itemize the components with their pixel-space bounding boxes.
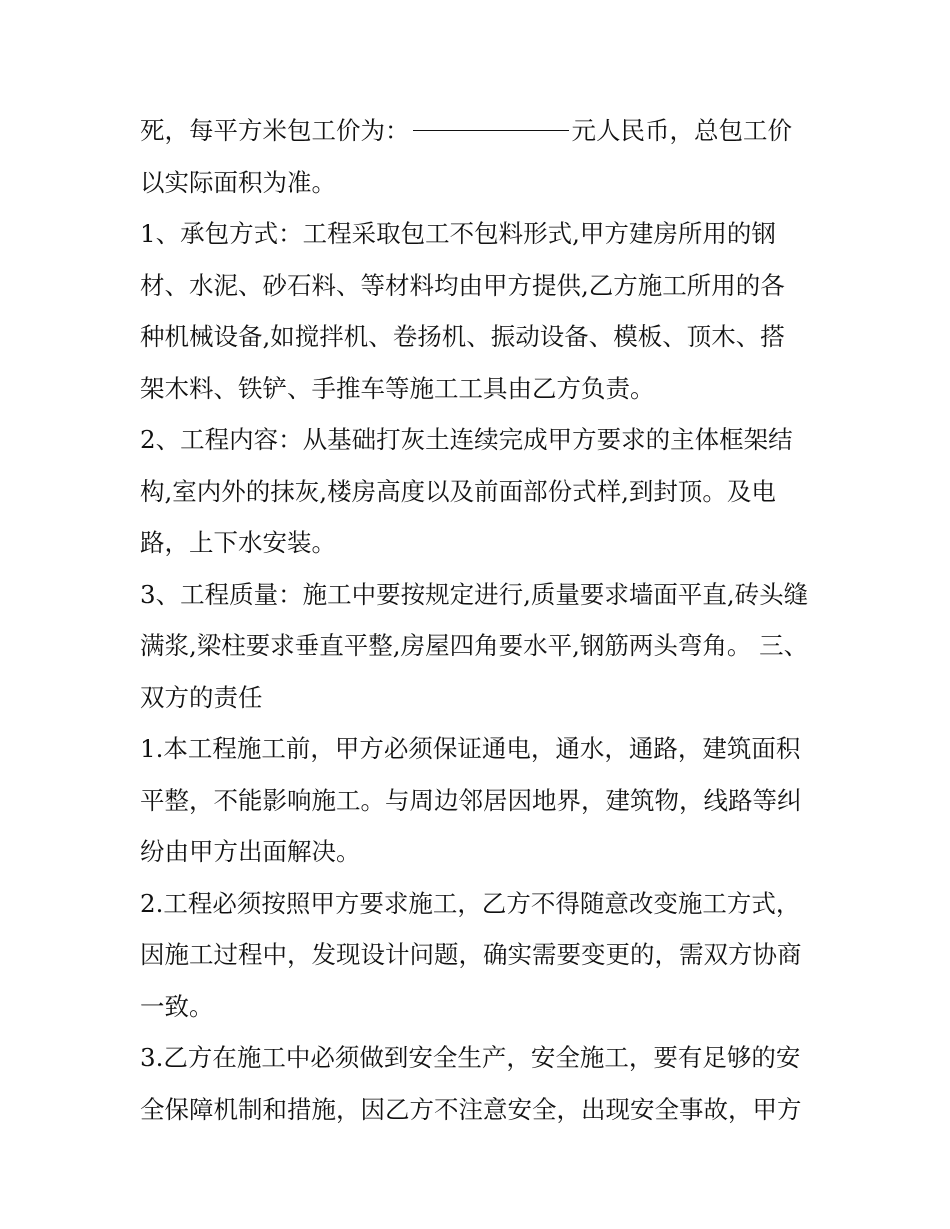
fill-in-blank xyxy=(413,129,569,131)
text-line: 架木料、铁铲、手推车等施工工具由乙方负责。 xyxy=(140,373,655,403)
text-line: 纷由甲方出面解决。 xyxy=(140,837,361,866)
text-line: 全保障机制和措施，因乙方不注意安全，出现安全事故，甲方 xyxy=(140,1094,802,1124)
text-line: 种机械设备,如搅拌机、卷扬机、振动设备、模板、顶木、搭 xyxy=(140,322,785,351)
text-line: 平整，不能影响施工。与周边邻居因地界，建筑物，线路等纠 xyxy=(140,785,802,815)
text-line: 构,室内外的抹灰,楼房高度以及前面部份式样,到封顶。及电 xyxy=(140,476,776,506)
text-line: 双方的责任 xyxy=(140,682,263,712)
text-line: 3.乙方在施工中必须做到安全生产，安全施工，要有足够的安 xyxy=(140,1043,801,1072)
text-line: 材、水泥、砂石料、等材料均由甲方提供,乙方施工所用的各 xyxy=(140,270,785,300)
text-line: 一致。 xyxy=(140,991,214,1021)
text-segment: 死，每平方米包工价为： xyxy=(140,116,410,145)
text-line: 1.本工程施工前，甲方必须保证通电，通水，通路，建筑面积 xyxy=(140,734,801,763)
text-line: 2、工程内容：从基础打灰土连续完成甲方要求的主体框架结 xyxy=(140,425,793,454)
text-line: 因施工过程中，发现设计问题，确实需要变更的，需双方协商 xyxy=(140,940,802,969)
text-line: 以实际面积为准。 xyxy=(140,167,336,197)
text-line: 路，上下水安装。 xyxy=(140,528,336,557)
text-line xyxy=(140,105,830,157)
text-line: 3、工程质量：施工中要按规定进行,质量要求墙面平直,砖头缝 xyxy=(140,579,809,609)
text-line: 1、承包方式：工程采取包工不包料形式,甲方建房所用的钢 xyxy=(140,219,776,248)
text-line: 满浆,梁柱要求垂直平整,房屋四角要水平,钢筋两头弯角。 三、 xyxy=(140,631,809,660)
document-body xyxy=(140,105,830,1135)
text-line: 2.工程必须按照甲方要求施工，乙方不得随意改变施工方式， xyxy=(140,888,801,918)
text-segment: 元人民币，总包工价 xyxy=(571,116,792,145)
